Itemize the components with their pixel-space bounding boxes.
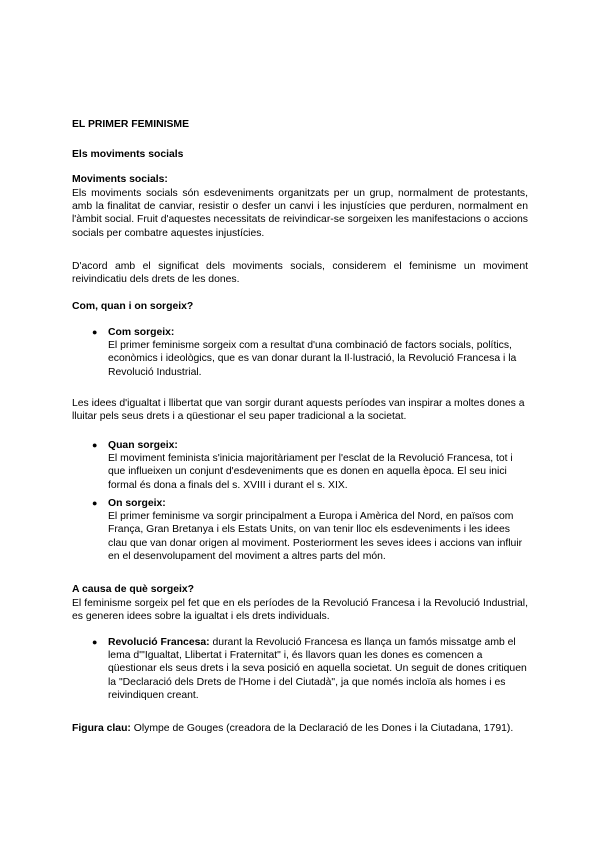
- list-item-revolucio: [92, 636, 528, 702]
- figura-text: Olympe de Gouges (creadora de la Declaració de les Dones i la Ciutadana, 1791).: [130, 723, 514, 734]
- bullet-icon: ●: [92, 498, 98, 508]
- bullet-icon: ●: [92, 637, 98, 647]
- com-quan-on-heading: Com, quan i on sorgeix?: [72, 301, 194, 312]
- ideas-paragraph: Les idees d'igualtat i llibertat que van sorgir durant aquests períodes van inspirar a moltes dones a lluitar pels seus drets i a qüestionar el seu paper tradicional a la societat.: [72, 398, 525, 423]
- figura-clau-paragraph: [72, 722, 528, 735]
- page-title: EL PRIMER FEMINISME: [72, 119, 190, 130]
- revolucio-item: [108, 636, 528, 702]
- causes-paragraph: El feminisme sorgeix pel fet que en els períodes de la Revolució Francesa i la Revolució Industrial, es generen idees sobre la igualtat i els drets individuals.: [72, 598, 528, 623]
- feminism-definition-paragraph: D'acord amb el significat dels moviments socials, considerem el feminisme un moviment reivindicatiu dels drets de les dones.: [72, 261, 528, 286]
- bullet-icon: ●: [92, 327, 98, 337]
- com-label: Com sorgeix:: [108, 327, 175, 338]
- on-label: On sorgeix:: [108, 498, 166, 509]
- movements-heading: Moviments socials:: [72, 174, 168, 185]
- revolucio-text: durant la Revolució Francesa es llança un famós missatge amb el lema d'"Igualtat, Llibertat i Fraternitat" i, és llavors quan les dones es comencen a qüestionar els seus drets i la seva posició en aquella societat. Un seguit de dones critiquen la "Declaració dels Drets de l'Home i del Ciutadà", ja que només incloïa als homes i es reivindiquen creant.: [108, 637, 527, 701]
- com-text: El primer feminisme sorgeix com a resultat d'una combinació de factors socials, polítics, econòmics i ideològics, que es van donar durant la Il·lustració, la Revolució Francesa i la Revolució Industrial.: [108, 340, 517, 378]
- revolucio-label: Revolució Francesa:: [108, 637, 210, 648]
- figura-label: Figura clau:: [72, 723, 131, 734]
- list-item-on: [92, 497, 528, 563]
- quan-text: El moviment feminista s'inicia majoritàriament per l'esclat de la Revolució Francesa, tot i que influeixen un conjunt d'esdeveniments que es donen en aquella època. El seu inici formal és dona a finals del s. XVIII i durant el s. XIX.: [108, 453, 513, 491]
- list-item-com: [92, 326, 528, 379]
- movements-paragraph: Els moviments socials són esdeveniments organitzats per un grup, normalment de protestants, amb la finalitat de canviar, resistir o desfer un canvi i les injustícies que perduren, normalment en l'àmbit social. Fruit d'aquestes necessitats de reivindicar-se sorgeixen les manifestacions o accions socials per combatre aquestes injustícies.: [72, 188, 528, 239]
- section-subtitle: Els moviments socials: [72, 149, 184, 160]
- causes-heading: A causa de què sorgeix?: [72, 584, 195, 595]
- on-text: El primer feminisme va sorgir principalment a Europa i Amèrica del Nord, en països com França, Gran Bretanya i els Estats Units, on van tenir lloc els esdeveniments i les idees clau que van donar origen al moviment. Posteriorment les seves idees i accions van influir en el desenvolupament del moviment a altres parts del món.: [108, 511, 523, 562]
- list-item-quan: [92, 439, 528, 492]
- bullet-icon: ●: [92, 440, 98, 450]
- quan-label: Quan sorgeix:: [108, 440, 178, 451]
